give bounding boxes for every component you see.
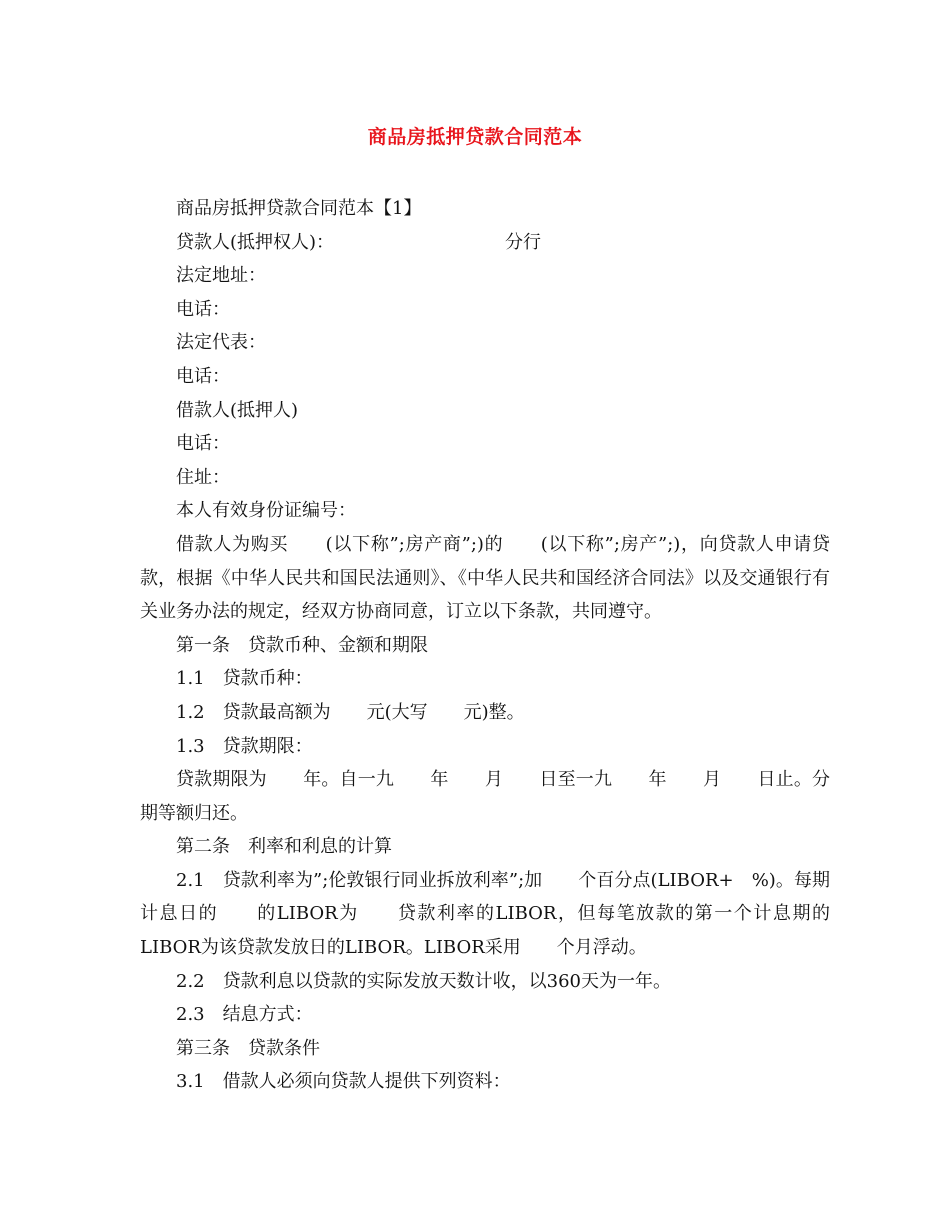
- paragraph-intro: 借款人为购买 (以下称”;房产商”;)的 (以下称”;房产”;)，向贷款人申请贷款，根据《中华人民共和国民法通则》、《中华人民共和国经济合同法》以及交通银行有关业务办法的规定，经双方协商同意，订立以下条款，共同遵守。: [140, 533, 830, 623]
- paragraph-phone-2: 电话：: [176, 365, 230, 387]
- paragraph-lender: 贷款人(抵押权人)： 分行: [176, 231, 542, 253]
- document-title: 商品房抵押贷款合同范本: [367, 126, 583, 148]
- document-body: [140, 192, 866, 1099]
- paragraph-article-3: 第三条 贷款条件: [176, 1037, 320, 1059]
- paragraph-2-2: 2.2 贷款利息以贷款的实际发放天数计收，以360天为一年。: [176, 970, 671, 992]
- paragraph-2-1: 2.1 贷款利率为”;伦敦银行同业拆放利率”;加 个百分点(LIBOR+ %)。每期计息日的 的LIBOR为 贷款利率的LIBOR，但每笔放款的第一个计息期的LIBOR为该贷款发放日的LIBOR。LIBOR采用 个月浮动。: [140, 869, 830, 959]
- paragraph-heading-1: 商品房抵押贷款合同范本【1】: [176, 198, 422, 219]
- paragraph-1-3: 1.3 贷款期限：: [176, 735, 313, 757]
- paragraph-2-3: 2.3 结息方式：: [176, 1004, 313, 1026]
- paragraph-loan-term: 贷款期限为 年。自一九 年 月 日至一九 年 月 日止。分 期等额归还。: [140, 769, 866, 824]
- paragraph-legal-rep: 法定代表：: [176, 332, 266, 354]
- paragraph-phone-1: 电话：: [176, 298, 230, 320]
- paragraph-borrower: 借款人(抵押人): [176, 399, 299, 421]
- paragraph-phone-3: 电话：: [176, 433, 230, 455]
- paragraph-address: 住址：: [176, 466, 230, 488]
- paragraph-id-number: 本人有效身份证编号：: [176, 500, 356, 522]
- paragraph-article-2: 第二条 利率和利息的计算: [176, 836, 392, 858]
- paragraph-legal-address: 法定地址：: [176, 265, 266, 287]
- paragraph-1-2: 1.2 贷款最高额为 元(大写 元)整。: [176, 701, 525, 723]
- paragraph-article-1: 第一条 贷款币种、金额和期限: [176, 634, 428, 656]
- paragraph-3-1: 3.1 借款人必须向贷款人提供下列资料：: [176, 1071, 511, 1093]
- paragraph-1-1: 1.1 贷款币种：: [176, 668, 313, 690]
